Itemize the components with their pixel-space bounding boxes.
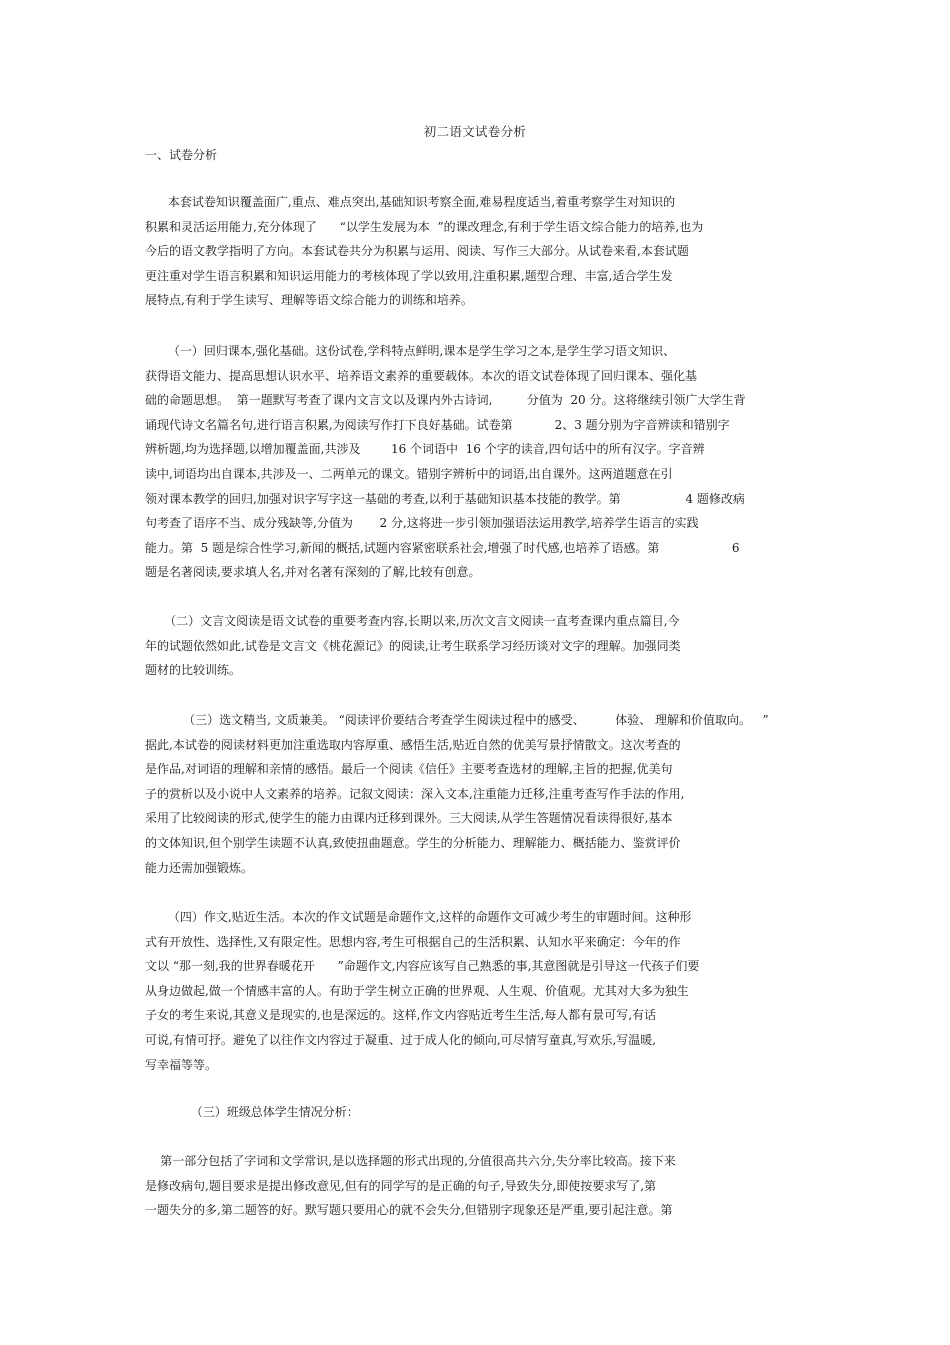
text-line: 读中,词语均出自课本,共涉及一、二两单元的课文。错别字辨析中的词语,出自课外。这两道题意在引 (145, 467, 673, 481)
text-line: 能力还需加强锻炼。 (145, 860, 254, 875)
text-line: 诵现代诗文名篇名句,进行语言积累,为阅读写作打下良好基础。试卷第 2、3 题分别为字音辨读和错别字 (145, 417, 730, 432)
document-title: 初二语文试卷分析 (423, 124, 527, 139)
text-line: （四）作文,贴近生活。本次的作文试题是命题作文,这样的命题作文可减少考生的审题时间。这种形 (145, 910, 692, 924)
text-line: 从身边做起,做一个情感丰富的人。有助于学生树立正确的世界观、人生观、价值观。尤其对大多为独生 (145, 983, 689, 998)
text-line: 据此,本试卷的阅读材料更加注重选取内容厚重、感悟生活,贴近自然的优美写景抒情散文。这次考查的 (145, 737, 681, 752)
text-line: 辨析题,均为选择题,以增加覆盖面,共涉及 16 个词语中 16 个字的读音,四句话中的所有汉字。字音辨 (145, 442, 705, 457)
text-line: 年的试题依然如此,试卷是文言文《桃花源记》的阅读,让考生联系学习经历谈对文字的理解。加强同类 (145, 638, 681, 653)
text-line: 更注重对学生语言积累和知识运用能力的考核体现了学以致用,注重积累,题型合理、丰富,适合学生发 (145, 268, 673, 283)
text-line: 今后的语文教学指明了方向。本套试卷共分为积累与运用、阅读、写作三大部分。从试卷来看,本套试题 (145, 244, 689, 259)
text-line: 子女的考生来说,其意义是现实的,也是深远的。这样,作文内容贴近考生生活,每人都有景可写,有话 (145, 1008, 657, 1023)
text-line: 展特点,有利于学生读写、理解等语文综合能力的训练和培养。 (145, 293, 473, 308)
text-line: 写幸福等等。 (145, 1057, 218, 1072)
text-line: 积累和灵活运用能力,充分体现了 “以学生发展为本 ”的课改理念,有利于学生语文综合能力的培养,也为 (145, 219, 704, 234)
text-line: 句考查了语序不当、成分残缺等,分值为 2 分,这将进一步引领加强语法运用教学,培养学生语言的实践 (145, 516, 699, 531)
text-line: 第一部分包括了字词和文学常识,是以选择题的形式出现的,分值很高共六分,失分率比较高。接下来 (145, 1154, 676, 1168)
text-line: （二）文言文阅读是语文试卷的重要考查内容,长期以来,历次文言文阅读一直考查课内重点篇目,今 (145, 614, 680, 628)
text-line: 的文体知识,但个别学生读题不认真,致使扭曲题意。学生的分析能力、理解能力、概括能力、鉴赏评价 (145, 836, 681, 850)
text-line: 获得语文能力、提高思想认识水平、培养语文素养的重要载体。本次的语文试卷体现了回归课本、强化基 (145, 368, 698, 383)
text-line: 可说,有情可抒。避免了以往作文内容过于凝重、过于成人化的倾向,可尽情写童真,写欢乐,写温暖, (145, 1033, 657, 1047)
text-line: 是修改病句,题目要求是提出修改意见,但有的同学写的是正确的句子,导致失分,即使按要求写了,第 (145, 1178, 657, 1193)
text-line: （三）选文精当, 文质兼美。 “阅读评价要结合考查学生阅读过程中的感受、 体验、 理解和价值取向。 ” (145, 713, 769, 727)
text-line: 础的命题思想。 第一题默写考查了课内文言文以及课内外古诗词, 分值为 20 分。这将继续引领广大学生背 (145, 393, 746, 408)
text-line: 领对课本教学的回归,加强对识字写字这一基础的考查,以利于基础知识基本技能的教学。第 4 题修改病 (145, 491, 745, 506)
text-line: 采用了比较阅读的形式,使学生的能力由课内迁移到课外。三大阅读,从学生答题情况看读得很好,基本 (145, 811, 673, 826)
text-line: （三）班级总体学生情况分析： (145, 1105, 359, 1119)
text-line: （一）回归课本,强化基础。这份试卷,学科特点鲜明,课本是学生学习之本,是学生学习语文知识、 (145, 344, 676, 358)
text-line: 式有开放性、选择性,又有限定性。思想内容,考生可根据自己的生活积累、认知水平来确定：今年的作 (145, 934, 681, 949)
text-line: 本套试卷知识覆盖面广,重点、难点突出,基础知识考察全面,难易程度适当,着重考察学生对知识的 (145, 195, 676, 209)
section-heading: 一、试卷分析 (145, 148, 218, 162)
text-line: 一题失分的多,第二题答的好。默写题只要用心的就不会失分,但错别字现象还是严重,要引起注意。第 (145, 1203, 673, 1218)
text-line: 题材的比较训练。 (145, 663, 242, 678)
text-line: 是作品,对词语的理解和亲情的感悟。最后一个阅读《信任》主要考查选材的理解,主旨的把握,优美句 (145, 762, 673, 777)
text-line: 题是名著阅读,要求填人名,并对名著有深刻的了解,比较有创意。 (145, 565, 481, 580)
text-line: 文以 “那一刻,我的世界春暖花开 ”命题作文,内容应该写自己熟悉的事,其意图就是引导这一代孩子们要 (145, 959, 700, 974)
text-line: 能力。第 5 题是综合性学习,新闻的概括,试题内容紧密联系社会,增强了时代感,也培养了语感。第 6 (145, 540, 740, 555)
text-line: 子的赏析以及小说中人文素养的培养。记叙文阅读：深入文本,注重能力迁移,注重考查写作手法的作用, (145, 786, 685, 801)
